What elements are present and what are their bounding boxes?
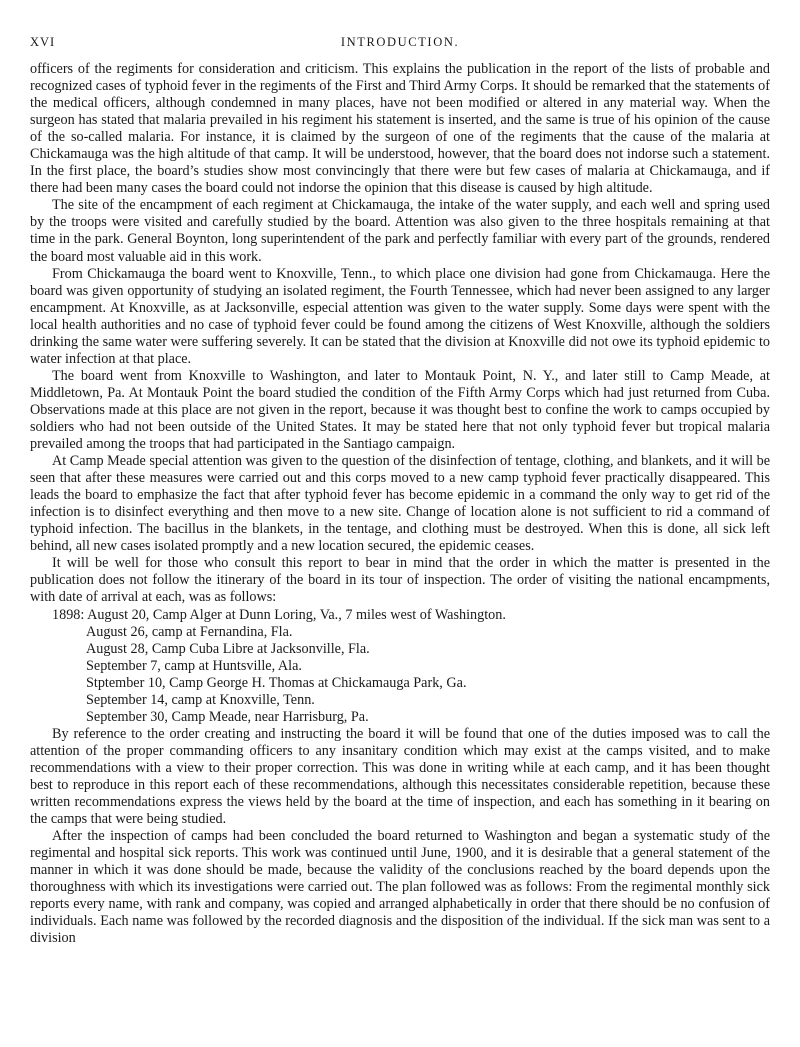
itinerary-item: Stptember 10, Camp George H. Thomas at Chickamauga Park, Ga.	[86, 674, 467, 691]
paragraph: It will be well for those who consult this report to bear in mind that the order in which the matter is presented in the publication does not follow the itinerary of the board in its tour of inspection. The order of visiting the national encampments, with date of arrival at each, was as follows:	[30, 555, 770, 606]
itinerary-list	[30, 607, 770, 726]
paragraph: After the inspection of camps had been concluded the board returned to Washington and began a systematic study of the regimental and hospital sick reports. This work was continued until June, 1900, and it is desirable that a general statement of the manner in which it was done should be made, because the validity of the conclusions reached by the board depends upon the thoroughness with which its investigations were carried out. The plan followed was as follows: From the regimental monthly sick reports every name, with rank and company, was copied and arranged alphabetically in order that there should be no confusion of individuals. Each name was followed by the recorded diagnosis and the disposition of the individual. If the sick man was sent to a division	[30, 828, 770, 947]
running-title: INTRODUCTION.	[340, 35, 460, 49]
itinerary-item: September 7, camp at Huntsville, Ala.	[86, 657, 302, 674]
itinerary-item: August 26, camp at Fernandina, Fla.	[86, 623, 293, 640]
paragraph: officers of the regiments for consideration and criticism. This explains the publication in the report of the lists of probable and recognized cases of typhoid fever in the regiments of the First and Third Army Corps. It should be remarked that the statements of the medical officers, although condemned in many places, have not been modified or altered in any material way. When the surgeon has stated that malaria prevailed in his regiment his statement is inserted, and the same is true of his opinion of the cause of the so-called malaria. For instance, it is claimed by the surgeon of one of the regiments that the cause of the malaria at Chickamauga was the high altitude of that camp. It will be understood, however, that the board does not indorse such a statement. In the first place, the board’s studies show most convincingly that there were but few cases of malaria at Chickamauga, and if there had been many cases the board could not indorse the opinion that this disease is caused by high altitude.	[30, 61, 770, 197]
body-text	[30, 61, 770, 947]
paragraph: The board went from Knoxville to Washington, and later to Montauk Point, N. Y., and later still to Camp Meade, at Middletown, Pa. At Montauk Point the board studied the condition of the Fifth Army Corps which had just returned from Cuba. Observations made at this place are not given in the report, because it was thought best to confine the work to camps occupied by soldiers who had not been outside of the United States. It may be stated here that not only typhoid fever but tropical malaria prevailed among the troops that had participated in the Santiago campaign.	[30, 367, 770, 453]
itinerary-item: September 14, camp at Knoxville, Tenn.	[86, 691, 315, 708]
paragraph: By reference to the order creating and instructing the board it will be found that one of the duties imposed was to call the attention of the proper commanding officers to any insanitary condition which may exist at the camps visited, and to make recommendations with a view to their proper correction. This was done in writing while at each camp, and it has been thought best to reproduce in this report each of these recommendations, although this necessitates considerable repetition, because these written recommendations express the views held by the board at the time of inspection, and each has something in it bearing on the camps that were being studied.	[30, 725, 770, 828]
itinerary-item: 1898: August 20, Camp Alger at Dunn Loring, Va., 7 miles west of Washington.	[52, 606, 506, 623]
paragraph: From Chickamauga the board went to Knoxville, Tenn., to which place one division had gone from Chickamauga. Here the board was given opportunity of studying an isolated regiment, the Fourth Tennessee, which had never been assigned to any larger encampment. At Knoxville, as at Jacksonville, especial attention was given to the water supply. Some days were spent with the local health authorities and no case of typhoid fever could be found among the citizens of West Knoxville, although the soldiers drinking the same water were suffering severely. It can be stated that the division at Knoxville did not owe its typhoid epidemic to water infection at that place.	[30, 265, 770, 367]
page-number: XVI	[30, 35, 56, 49]
paragraph: The site of the encampment of each regiment at Chickamauga, the intake of the water supply, and each well and spring used by the troops were visited and carefully studied by the board. Attention was also given to the three hospitals remaining at that time in the park. General Boynton, long superintendent of the park and perfectly familiar with every part of the grounds, rendered the board most valuable aid in this work.	[30, 197, 770, 265]
page-header	[16, 0, 784, 52]
itinerary-item: September 30, Camp Meade, near Harrisburg, Pa.	[86, 708, 369, 725]
paragraph: At Camp Meade special attention was given to the question of the disinfection of tentage, clothing, and blankets, and it will be seen that after these measures were carried out and this corps moved to a new camp typhoid fever practically disappeared. This leads the board to emphasize the fact that after typhoid fever has become epidemic in a command the only way to get rid of the infection is to disinfect everything and then move to a new site. Change of location alone is not sufficient to rid a command of typhoid infection. The bacillus in the blankets, in the tentage, and clothing must be destroyed. When this is done, all sick left behind, all new cases isolated promptly and a new location secured, the epidemic ceases.	[30, 453, 770, 555]
itinerary-item: August 28, Camp Cuba Libre at Jacksonville, Fla.	[86, 640, 370, 657]
